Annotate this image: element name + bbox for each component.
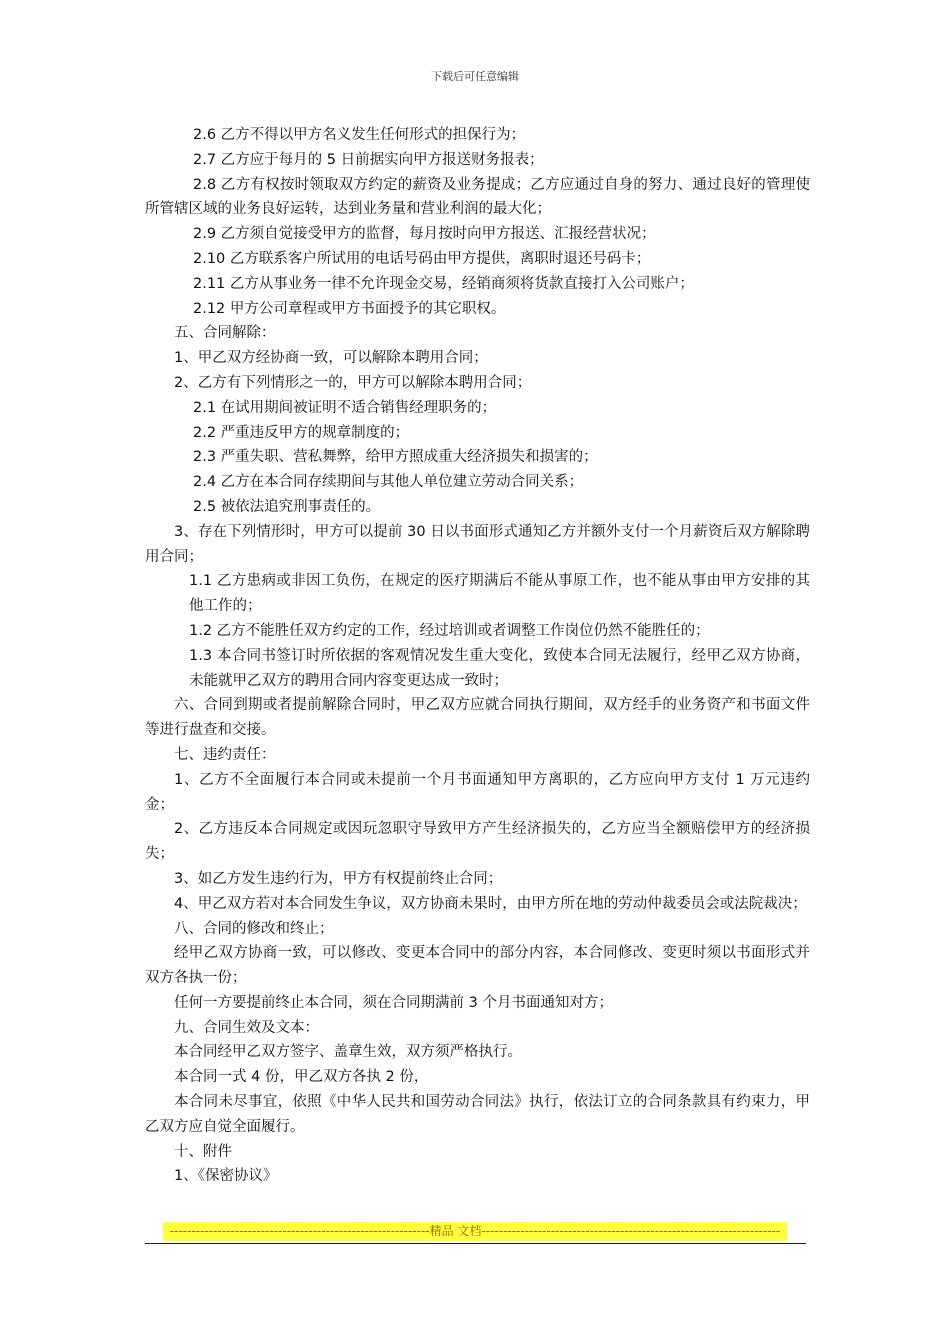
clause-2-6: 2.6 乙方不得以甲方名义发生任何形式的担保行为； <box>193 127 526 143</box>
section-10-item-1: 1、《保密协议》 <box>174 1168 278 1185</box>
clause-2-7: 2.7 乙方应于每月的 5 日前据实向甲方报送财务报表； <box>193 151 544 168</box>
section-7-item-3: 3、如乙方发生违约行为，甲方有权提前终止合同； <box>174 870 503 887</box>
clause-2-8: 2.8 乙方有权按时领取双方约定的薪资及业务提成；乙方应通过自身的努力、通过良好的管理使所管辖区域的业务良好运转，达到业务量和营业利润的最大化； <box>145 176 810 218</box>
section-9-heading: 九、合同生效及文本： <box>174 1019 319 1036</box>
section-7-item-4: 4、甲乙双方若对本合同发生争议，双方协商未果时，由甲方所在地的劳动仲裁委员会或法院裁决； <box>174 895 807 912</box>
clause-2-11: 2.11 乙方从事业务一律不允许现金交易，经销商须将货款直接打入公司账户； <box>193 275 694 292</box>
section-7-item-1: 1、乙方不全面履行本合同或未提前一个月书面通知甲方离职的，乙方应向甲方支付 1 万元违约金； <box>145 771 810 813</box>
clause-5-2-4: 2.4 乙方在本合同存续期间与其他人单位建立劳动合同关系； <box>193 474 584 491</box>
section-5-item-1: 1、甲乙双方经协商一致，可以解除本聘用合同； <box>174 350 488 367</box>
section-10-heading: 十、附件 <box>174 1143 232 1160</box>
section-9-para-3: 本合同未尽事宜，依照《中华人民共和国劳动合同法》执行，依法订立的合同条款具有约束力，甲乙双方应自觉全面履行。 <box>145 1094 810 1135</box>
section-5-heading: 五、合同解除： <box>174 325 276 342</box>
section-9-para-1: 本合同经甲乙双方签字、盖章生效，双方须严格执行。 <box>174 1044 522 1061</box>
header-note: 下载后可任意编辑 <box>431 70 519 83</box>
clause-5-2-5: 2.5 被依法追究刑事责任的。 <box>193 498 381 515</box>
section-5-item-3: 3、存在下列情形时，甲方可以提前 30 日以书面形式通知乙方并额外支付一个月薪资后双方解除聘用合同； <box>145 523 810 565</box>
section-8-para-1: 经甲乙双方协商一致，可以修改、变更本合同中的部分内容，本合同修改、变更时须以书面形式并双方各执一份； <box>145 945 810 987</box>
clause-2-12: 2.12 甲方公司章程或甲方书面授予的其它职权。 <box>193 300 506 317</box>
section-6: 六、合同到期或者提前解除合同时，甲乙双方应就合同执行期间，双方经手的业务资产和书面文件等进行盘查和交接。 <box>145 697 810 739</box>
section-7-item-2: 2、乙方违反本合同规定或因玩忽职守导致甲方产生经济损失的，乙方应当全额赔偿甲方的经济损失； <box>145 821 810 863</box>
section-5-item-2: 2、乙方有下列情形之一的，甲方可以解除本聘用合同； <box>174 374 532 391</box>
section-9-para-2: 本合同一式 4 份，甲乙双方各执 2 份， <box>174 1069 429 1086</box>
footer-divider <box>145 1243 806 1244</box>
clause-2-9: 2.9 乙方须自觉接受甲方的监督，每月按时向甲方报送、汇报经营状况； <box>193 226 656 243</box>
clause-5-3-3: 1.3 本合同书签订时所依据的客观情况发生重大变化，致使本合同无法履行，经甲乙双方协商，未能就甲乙双方的聘用合同内容变更达成一致时； <box>189 647 810 689</box>
clause-5-2-2: 2.2 严重违反甲方的规章制度的； <box>193 424 410 441</box>
section-7-heading: 七、违约责任： <box>174 746 276 763</box>
clause-2-10: 2.10 乙方联系客户所试用的电话号码由甲方提供，离职时退还号码卡； <box>193 250 651 267</box>
clause-5-3-1: 1.1 乙方患病或非因工负伤，在规定的医疗期满后不能从事原工作，也不能从事由甲方安排的其他工作的； <box>189 573 810 615</box>
section-8-heading: 八、合同的修改和终止； <box>174 920 334 937</box>
clause-5-2-1: 2.1 在试用期间被证明不适合销售经理职务的； <box>193 399 497 416</box>
document-body <box>145 123 810 1189</box>
clause-5-3-2: 1.2 乙方不能胜任双方约定的工作，经过培训或者调整工作岗位仍然不能胜任的； <box>189 622 710 639</box>
clause-5-2-3: 2.3 严重失职、营私舞弊，给甲方照成重大经济损失和损害的； <box>193 449 598 466</box>
section-8-para-2: 任何一方要提前终止本合同，须在合同期满前 3 个月书面通知对方； <box>174 994 613 1011</box>
footer-watermark-bar: ------------------------------------------------------------精品 文档--------------------------------------------------------------------- <box>163 1222 787 1241</box>
